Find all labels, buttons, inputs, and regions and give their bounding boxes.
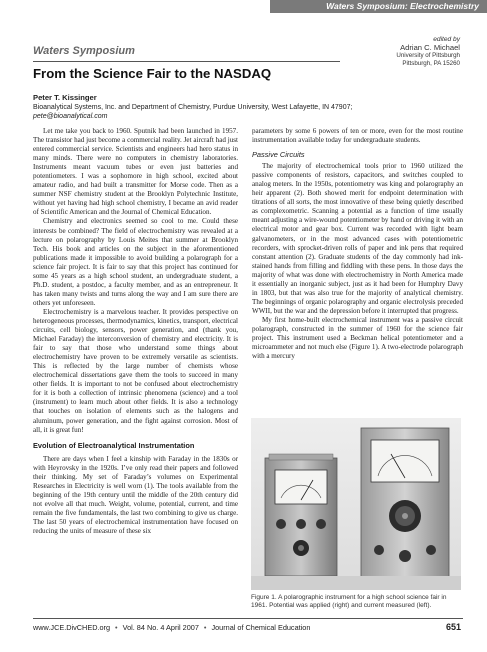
editor-affiliation-1: University of Pittsburgh (396, 52, 460, 59)
footer-url[interactable]: www.JCE.DivCHED.org (33, 623, 111, 632)
figure-1-photo (251, 418, 461, 590)
paragraph: parameters by some 6 powers of ten or more, even for the most routine instrumentation available today for undergraduate students. (252, 127, 463, 145)
editor-affiliation-2: Pittsburgh, PA 15260 (402, 60, 460, 67)
footer-rule (33, 618, 463, 619)
footer-journal: Journal of Chemical Education (211, 623, 311, 632)
footer-volume: Vol. 84 No. 4 April 2007 (122, 623, 199, 632)
paragraph: Chemistry and electronics seemed so cool to me. Could these interests be combined? The field of electrochemistry was revealed at a lecture on polarography by Louis Meites that summer at Brooklyn Tech. His book and articles on the subject in the aforementioned publications made it impossible to avoid building a polarograph for a science fair project. It is fair to say that this project has continued for some 45 years as a high school student, an undergraduate student, a Ph.D. student, a postdoc, a faculty member, and as an entrepreneur. It has taken many twists and turns along the way and I am sure there are others yet unforeseen. (33, 217, 238, 307)
edited-by: edited by (433, 36, 460, 43)
editor-name: Adrian C. Michael (400, 43, 460, 52)
paragraph: Let me take you back to 1960. Sputnik had been launched in 1957. The transistor had just become a commercial reality. Jet aircraft had just entered commercial service. Scientists and engineers had hero status in many minds. There were no computers in chemistry laboratories. Instruments meant vacuum tubes or even just batteries and potentiometers. I was a sophomore in high school, excited about amateur radio, and had built a transmitter for Morse code. Then as a summer NSF chemistry student at the Brooklyn Polytechnic Institute, without yet having had high school chemistry, I became an avid reader of Scientific American and the Journal of Chemical Education. (33, 127, 238, 217)
page-number: 651 (445, 622, 461, 632)
author-email[interactable]: pete@bioanalytical.com (33, 113, 108, 120)
paragraph: The majority of electrochemical tools prior to 1960 utilized the passive components of resistors, capacitors, and switches coupled to analog meters. In the 1950s, potentiometry was king and polarography an heir apparent (2). Both showed merit for endpoint determination with titrations of all sorts, the most innovative of these being quietly described as complexometric. Scanning a potential as a function of time usually meant adjusting a wire-wound potentiometer by hand or driving it with an electrical motor and gear box. Current was recorded with light beam galvanometers, or in the most advanced cases with potentiometric recorders, with sprocket-driven rolls of paper and ink pens that required constant attention (2). Graduate students of the day commonly had ink-stained hands from filling and fiddling with these pens. In those days the majority of what was done with electrochemistry in North America made it essentially an inorganic subject, just as it had been for Humphry Davy in 1803, but that was also true for the majority of analytical chemistry. The beginnings of organic polarography and organic electrolysis preceded WWII, but the war and the depression before it interrupted that progress. (252, 162, 463, 315)
paragraph: Electrochemistry is a marvelous teacher. It provides perspective on heterogeneous processes, thermodynamics, kinetics, transport, electrical circuits, cell biology, sensors, power generation, and (thank you, Michael Faraday) the interconversion of chemistry and electricity. It is fair to say that those who understand some things about electrochemistry have proven to be extremely versatile as scientists. This is reflected by the large number of chemists whose electrochemical dissertations gave them the tools to succeed in many other fields. It is important to not be confused about electrochemistry for it is both a collection of intrinsic phenomena (science) and a tool (instrument) to learn much about other fields. It is also a technology that touches on isolation of elements such as the halogens and aluminum, power generation, and the fight against corrosion. Most of all, it is great fun! (33, 307, 238, 434)
running-header (270, 0, 487, 13)
paragraph: There are days when I feel a kinship with Faraday in the 1830s or with Heyrovsky in the 1920s. I’ve only read their papers and followed their thinking. My set of Faraday’s volumes on Experimental Researches in Electricity is well worn (1). The tools available from the beginning of the 19th century until the middle of the 20th century did not evolve all that much. Weight, volume, potential, current, and time remain the five fundamentals, the last two combining to give us charge. The last 50 years of electrochemical instrumentation have focused on reducing the units of measure of these six (33, 454, 238, 536)
article-author: Peter T. Kissinger (33, 93, 97, 102)
affiliation-text: Bioanalytical Systems, Inc. and Department of Chemistry, Purdue University, West Lafayette, IN 47907; (33, 104, 353, 111)
author-affiliation (33, 103, 453, 121)
right-column (252, 127, 463, 361)
paragraph: My first home-built electrochemical instrument was a passive circuit polarograph, constructed in the summer of 1960 for the science fair project. This instrument used a Beckman helical potentiometer and a microammeter and not much else (Figure 1). A two-electrode polarograph with a mercury (252, 315, 463, 361)
section-label: Waters Symposium (33, 45, 135, 57)
page-footer: www.JCE.DivCHED.org • Vol. 84 No. 4 April 2007 • Journal of Chemical Education (33, 623, 311, 632)
running-header-title: Waters Symposium: Electrochemistry (326, 1, 479, 11)
article-title: From the Science Fair to the NASDAQ (33, 66, 272, 81)
editor-block (310, 36, 460, 68)
section-rule (33, 61, 340, 62)
left-column (33, 127, 238, 536)
section-heading: Evolution of Electroanalytical Instrumentation (33, 440, 195, 450)
polarograph-photo (251, 418, 461, 590)
figure-1-caption: Figure 1. A polarographic instrument for a high school science fair in 1961. Potential was applied (right) and current measured (left). (251, 594, 447, 609)
section-heading: Passive Circuits (252, 150, 305, 160)
